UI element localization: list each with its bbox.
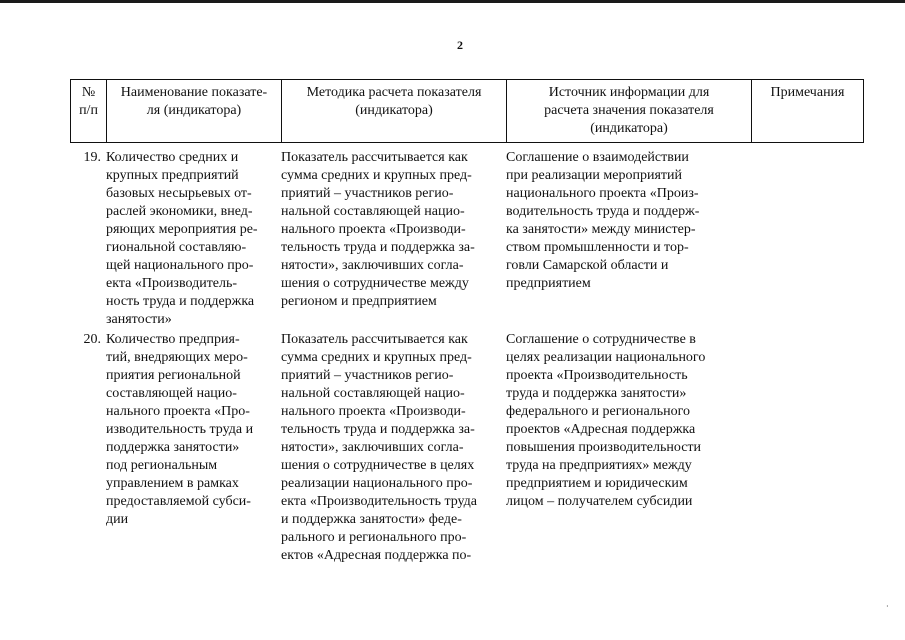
table-row xyxy=(70,331,864,565)
notes xyxy=(751,331,864,565)
row-number: 19. xyxy=(83,150,101,165)
row-number: 20. xyxy=(83,332,101,347)
header-notes: Примечания xyxy=(770,85,845,100)
information-source: Соглашение о сотрудничестве в целях реализации национального проекта «Производительность труда и поддержка занятости» федерального и регионального проектов «Адресная поддержка повышения производительности труда на предприятиях» между предприятием и юридическим лицом – получателем субсидии xyxy=(506,332,706,509)
information-source: Соглашение о взаимодействии при реализации мероприятий национального проекта «Произ- водительность труда и поддерж- ка занятости» между министер- ством промышленности и тор- говли Самарской области и предприятием xyxy=(506,150,700,291)
indicator-name: Количество предприя- тий, внедряющих меро- приятия региональной составляющей нацио- нального проекта «Про- изводительность труда и поддержка занятости» под региональным управлением в рамках предоставляемой субси- дии xyxy=(106,332,254,527)
header-calculation-method: Методика расчета показателя (индикатора) xyxy=(282,80,507,142)
calculation-method: Показатель рассчитывается как сумма средних и крупных пред- приятий – участников регио- нальной составляющей нацио- нального проекта «Производи- тельность труда и поддержка за- нятости», заключивших согла- шения о сотрудничестве между регионом и предприятием xyxy=(281,150,475,309)
notes xyxy=(751,149,864,329)
indicator-name: Количество средних и крупных предприятий базовых несырьевых от- раслей экономики, внед- ряющих мероприятия ре- гиональной составляю- щей национального про- екта «Производитель- ность труда и поддержка занятости» xyxy=(106,150,258,327)
top-rule xyxy=(0,0,905,3)
page-number: 2 xyxy=(457,38,463,52)
table-header xyxy=(70,79,864,143)
calculation-method: Показатель рассчитывается как сумма средних и крупных пред- приятий – участников регио- нальной составляющей нацио- нального проекта «Производи- тельность труда и поддержка за- нятости», заключивших согла- шения о сотрудничестве в целях реализации национального про- екта «Производительность труда и поддержка занятости» феде- рального и регионального про- ектов «Адресная поддержка по- xyxy=(281,332,478,563)
header-number: № п/п xyxy=(71,80,107,142)
table-row xyxy=(70,149,864,329)
scan-speck: · xyxy=(886,602,889,611)
header-information-source: Источник информации для расчета значения показателя (индикатора) xyxy=(507,80,752,142)
header-indicator-name: Наименование показате- ля (индикатора) xyxy=(107,80,282,142)
